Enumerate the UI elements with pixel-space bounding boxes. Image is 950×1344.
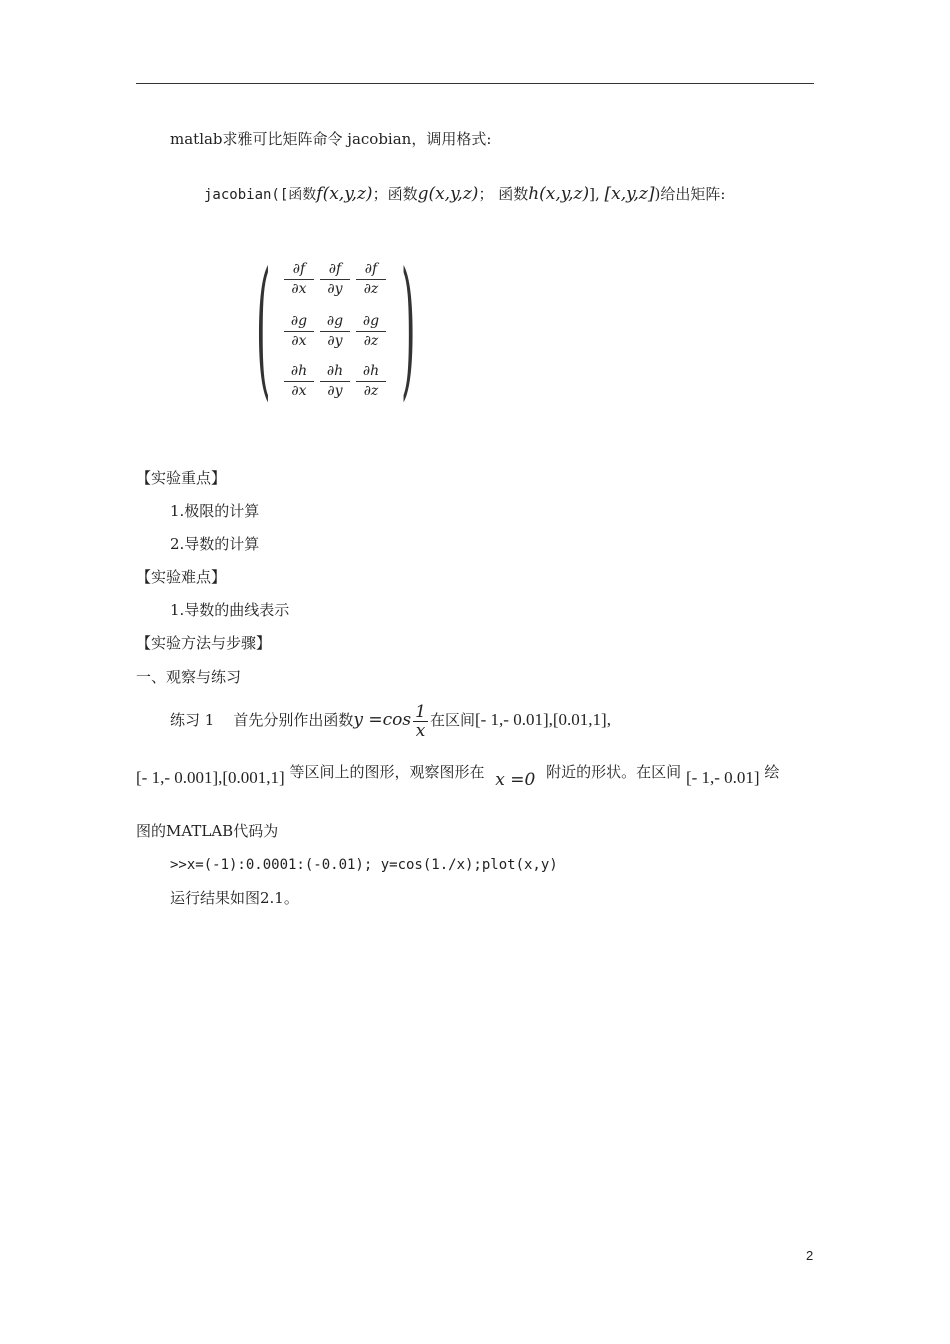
- heading-method-text: 【实验方法与步骤】: [136, 634, 272, 652]
- section-title-text: 一、观察与练习: [136, 668, 242, 686]
- cell-num: ∂f: [284, 260, 314, 280]
- interval-list: [- 1,- 0.01],[0.01,1],: [474, 710, 611, 729]
- heading-method: [136, 633, 271, 653]
- syntax-prefix: jacobian([函数: [204, 187, 317, 203]
- difficult-point-item: [170, 600, 289, 620]
- left-paren: (: [256, 241, 271, 415]
- cell-den: ∂x: [291, 281, 307, 297]
- cell-den: ∂z: [363, 281, 379, 297]
- syntax-h: h(x,y,z): [528, 184, 590, 204]
- heading-difficult-text: 【实验难点】: [136, 568, 227, 586]
- cell-den: ∂y: [327, 383, 343, 399]
- cell-num: ∂g: [284, 312, 314, 332]
- cell-num: ∂h: [356, 362, 386, 382]
- interval-expression: [- 1,- 0.01]: [685, 768, 760, 787]
- matrix-cell: [284, 312, 314, 351]
- cell-den: ∂x: [291, 383, 307, 399]
- matrix-cell: [356, 312, 386, 351]
- key-point-text: 2.导数的计算: [170, 535, 260, 553]
- cell-den: ∂x: [291, 333, 307, 349]
- exercise-label: 练习 1: [170, 711, 215, 729]
- matrix-cell: [284, 260, 314, 299]
- cell-num: ∂g: [320, 312, 350, 332]
- function-lhs: y =cos: [353, 710, 412, 730]
- cell-num: ∂h: [284, 362, 314, 382]
- fraction-numerator: 1: [415, 701, 426, 722]
- key-point-text: 1.极限的计算: [170, 502, 260, 520]
- cell-den: ∂z: [363, 383, 379, 399]
- syntax-f: f(x,y,z): [316, 184, 373, 204]
- syntax-sep1: ；函数: [372, 185, 418, 203]
- exercise-text: 绘: [764, 763, 780, 781]
- matrix-cell: [356, 362, 386, 401]
- point-expression: x =0: [495, 770, 536, 790]
- syntax-suffix: )给出矩阵:: [654, 185, 726, 203]
- cell-num: ∂h: [320, 362, 350, 382]
- cell-num: ∂f: [356, 260, 386, 280]
- jacobian-matrix: [256, 241, 416, 415]
- exercise-line-3: [136, 821, 278, 841]
- exercise-text: 等区间上的图形，观察图形在: [289, 763, 485, 781]
- matrix-cell: [320, 312, 350, 351]
- fraction: [413, 703, 428, 740]
- jacobian-syntax: [204, 184, 725, 205]
- heading-difficult-points: [136, 567, 226, 587]
- syntax-sep2: ； 函数: [478, 185, 529, 203]
- syntax-sep3: ],: [589, 185, 605, 203]
- matrix-cell: [356, 260, 386, 299]
- right-paren: ): [401, 241, 416, 415]
- exercise-line-1: [170, 702, 611, 740]
- exercise-text: 附近的形状。在区间: [546, 763, 682, 781]
- cell-den: ∂y: [327, 333, 343, 349]
- matrix-cell: [320, 362, 350, 401]
- syntax-vars: [x,y,z]: [604, 184, 655, 204]
- code-line: [170, 855, 558, 875]
- exercise-text: 首先分别作出函数: [233, 711, 354, 729]
- fraction-denominator: x: [415, 720, 426, 741]
- syntax-g: g(x,y,z): [417, 184, 479, 204]
- exercise-text: 在区间: [429, 711, 475, 729]
- page-number: 2: [806, 1248, 814, 1263]
- heading-key-points: [136, 468, 226, 488]
- matrix-cell: [320, 260, 350, 299]
- cell-den: ∂z: [363, 333, 379, 349]
- cell-num: ∂f: [320, 260, 350, 280]
- header-rule: [136, 83, 814, 84]
- intro-paragraph: [170, 129, 491, 149]
- key-point-item: [170, 534, 259, 554]
- exercise-text: 图的MATLAB代码为: [136, 822, 279, 840]
- section-title: [136, 667, 241, 687]
- difficult-point-text: 1.导数的曲线表示: [170, 601, 290, 619]
- result-text: 运行结果如图2.1。: [170, 889, 299, 907]
- cell-den: ∂y: [327, 281, 343, 297]
- code-text: >>x=(-1):0.0001:(-0.01); y=cos(1./x);plot(x,y): [170, 857, 558, 873]
- intro-text: matlab求雅可比矩阵命令 jacobian，调用格式:: [170, 130, 492, 148]
- key-point-item: [170, 501, 259, 521]
- cell-num: ∂g: [356, 312, 386, 332]
- exercise-line-2: [136, 762, 780, 790]
- matrix-cell: [284, 362, 314, 401]
- heading-key-text: 【实验重点】: [136, 469, 227, 487]
- result-line: [170, 888, 299, 908]
- interval-list: [- 1,- 0.001],[0.001,1]: [136, 768, 285, 787]
